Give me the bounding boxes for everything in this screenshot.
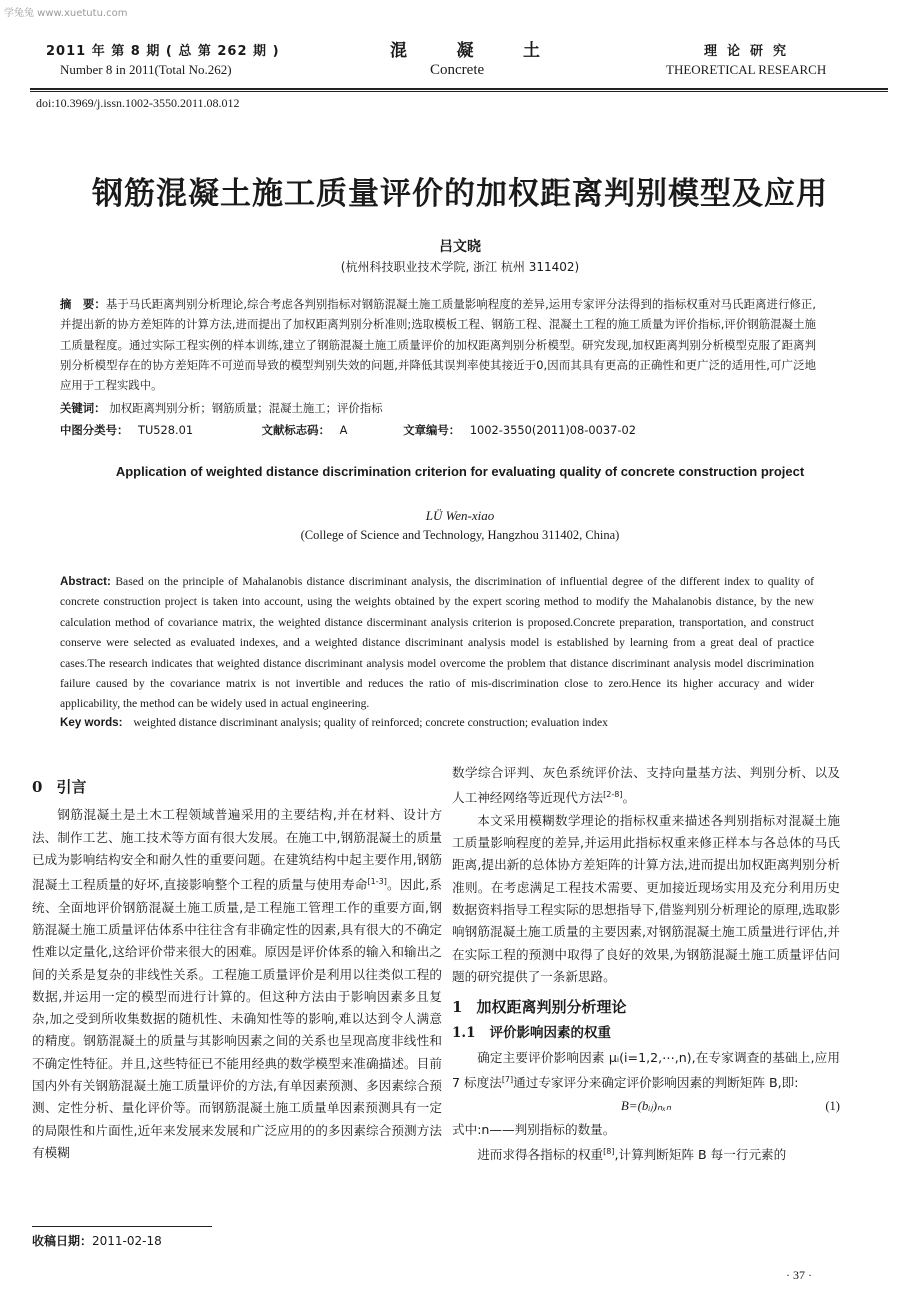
abstract-en [60,572,814,715]
paragraph-text: 进而求得各指标的权重 [477,1147,604,1163]
paragraph [452,762,840,810]
article-no-label: 文章编号： [403,423,461,437]
watermark: 学兔兔 www.xuetutu.com [4,8,128,19]
section-number: 1 [452,998,463,1017]
journal-cn-char: 混 [390,41,407,61]
received-label: 收稿日期： [32,1234,93,1248]
journal-cn-char: 土 [523,41,540,61]
affiliation-cn: (杭州科技职业技术学院, 浙江 杭州 311402) [340,260,580,274]
paragraph-text: 。因此,系统、全面地评价钢筋混凝土施工质量,是工程施工管理工作的重要方面,钢筋混凝土施工质量评估体系中往往含有非确定性的因素,具有很大的不确定性难以定量化,这给评价带来很大的困难。原因是评价体系的输入和输出之间的关系是复杂的非线性关系。工程施工质量评价是利用以往类似工程的数据,并运用一定的模型而进行计算的。但这种方法由于影响因素多且复杂,加之受到所收集数据的随机性、未确知性等的影响,难以达到令人满意的精度。钢筋混凝土的质量与其影响因素之间的关系也呈现高度非线性和不确定性特征。并且,这些特征已不能用经典的数学模型来准确描述。目前国内外有关钢筋混凝土施工质量评价的方法,有单因素预测、多因素综合预测、定性分析、量化评价等。而钢筋混凝土施工质量单因素预测具有一定的局限性和片面性,近年来发展来发展和广泛应用的的多因素综合预测方法有模糊 [32,877,442,1160]
section-number: 0 [32,778,43,796]
paragraph [452,1047,840,1095]
journal-en: Concrete [430,62,485,78]
affiliation-en: (College of Science and Technology, Hangzhou 311402, China) [300,528,620,542]
citation: [2-8] [603,790,623,800]
footnote-rule [32,1226,212,1227]
subsection-number: 1.1 [452,1025,476,1042]
paragraph-text: ,计算判断矩阵 B 每一行元素的 [614,1147,787,1163]
doi: doi:10.3969/j.issn.1002-3550.2011.08.012 [36,96,240,110]
author-cn: 吕文晓 [439,239,481,255]
journal-cn [390,36,540,61]
section-title: 引言 [56,778,87,796]
section-0-heading [32,776,442,798]
paragraph-text: 确定主要评价影响因素 μᵢ(i=1,2,⋯,n),在专家调查的基础上,应用 7 标度法 [452,1049,840,1091]
header-rule-thin [30,91,888,92]
keywords-en-text: weighted distance discriminant analysis; quality of reinforced; concrete construction; evaluation index [133,716,608,729]
keywords-en-label: Key words: [60,716,123,729]
keywords-cn-label: 关键词： [60,401,106,415]
clc-value: TU528.01 [137,423,194,437]
paragraph-text: 钢筋混凝土是土木工程领域普遍采用的主要结构,并在材料、设计方法、制作工艺、施工技术等方面有很大发展。在施工中,钢筋混凝土的质量已成为影响结构安全和耐久性的重要问题。在建筑结构中起主要作用,钢筋混凝土工程质量的好坏,直接影响整个工程的质量与使用寿命 [32,807,442,893]
article-no-value: 1002-3550(2011)08-0037-02 [469,423,636,437]
paragraph-text: 数学综合评判、灰色系统评价法、支持向量基方法、判别分析、以及人工神经网络等近现代方法 [452,765,840,806]
issue-en: Number 8 in 2011(Total No.262) [60,62,232,77]
equation-body: B=(bᵢⱼ)ₙₓₙ [620,1097,672,1113]
equation-number: (1) [825,1098,840,1113]
author-en: LÜ Wen-xiao [425,508,495,523]
paragraph [32,804,442,1164]
subsection-title: 评价影响因素的权重 [489,1025,611,1042]
keywords-en [60,716,608,729]
issue-cn: 2011 年 第 8 期 ( 总 第 262 期 ) [46,44,280,59]
paragraph-text: 。 [622,790,636,806]
section-en: THEORETICAL RESEARCH [666,62,827,77]
citation: [1-3] [367,877,387,887]
equation-1 [452,1095,840,1119]
body-left-column [32,776,442,1164]
citation: [8] [603,1146,615,1156]
journal-cn-char: 凝 [456,41,474,61]
keywords-cn [60,400,383,416]
keywords-cn-text: 加权距离判别分析；钢筋质量；混凝土施工；评价指标 [109,401,383,415]
doc-code-value: A [339,423,348,437]
abstract-en-label: Abstract: [60,575,111,588]
abstract-cn-text: 基于马氏距离判别分析理论,综合考虑各判别指标对钢筋混凝土施工质量影响程度的差异,运用专家评分法得到的指标权重对马氏距离进行修正,并提出新的协方差矩阵的计算方法,进而提出了加权距离判别分析准则;选取模板工程、钢筋工程、混凝土工程的施工质量为评价指标,评价钢筋混凝土施工质量程度。通过实际工程实例的样本训练,建立了钢筋混凝土施工质量评价的加权距离判别分析模型。研究发现,加权距离判别分析模型克服了距离判别分析模型存在的协方差矩阵不可逆而导致的模型判别失效的问题,并降低其误判率使其接近于0,因而其具有更高的正确性和更广泛的适用性,可广泛地应用于工程实践中。 [60,297,816,393]
section-1-heading [452,996,840,1018]
paragraph: 式中:n——判别指标的数量。 [452,1121,616,1137]
section-title: 加权距离判别分析理论 [476,998,627,1017]
received-date [32,1232,162,1249]
clc-label: 中图分类号： [60,423,129,437]
abstract-cn-label: 摘 要： [60,297,106,311]
abstract-cn [60,294,816,395]
body-right-column [452,762,840,1166]
section-cn: 理论研究 [704,44,797,59]
paragraph: 本文采用模糊数学理论的指标权重来描述各判别指标对混凝土施工质量影响程度的差异,并运用此指标权重来修正样本与各总体的马氏距离,提出新的总体协方差矩阵的计算方法,进而提出加权距离判别分析准则。在考虑满足工程技术需要、更加接近现场实用及充分利用历史数据资料指导工程实际的思想指导下,借鉴判别分析理论的原理,选取影响钢筋混凝土施工质量的主要因素,对钢筋混凝土施工质量进行评估,并在实际工程的预测中取得了良好的效果,为钢筋混凝土施工质量评估问题的研究提供了一条新思路。 [452,812,840,984]
title-en: Application of weighted distance discrimination criterion for evaluating quality of concrete construction project [115,464,805,479]
citation: [7] [501,1075,514,1085]
paragraph [452,1141,840,1166]
received-value: 2011-02-18 [92,1234,162,1248]
subsection-1-1-heading [452,1022,840,1044]
page-title: 钢筋混凝土施工质量评价的加权距离判别模型及应用 [92,176,828,212]
doc-code-label: 文献标志码： [261,423,330,437]
abstract-en-text: Based on the principle of Mahalanobis distance discriminant analysis, the discrimination of influential degree of the different index to quality of concrete construction project is taken into account, using the weights obtained by the expert scoring method to modify the Mahalanobis distance, by the new calculation method of covariance matrix, the weighted distance discerminant analysis criterion is proposed.Concrete preparation, transportation, and construct conserve were selected as evaluated indexes, and a weighted distance discriminant analysis model is established by learning from a great deal of practice cases.The research indicates that weighted distance discriminant analysis model overcome the problem that distance discriminant analysis model discrimination failure caused by the covariance matrix is not invertible and reduces the ratio of mis-discrimination close to zero.Hence its higher accuracy and wider applicability, the method can be widely used in actual engineering. [60,575,815,711]
classification-cn [60,422,636,438]
page-number: · 37 · [786,1268,812,1282]
header-rule [30,88,888,90]
paragraph-text: 通过专家评分来确定评价影响因素的判断矩阵 B,即: [513,1075,799,1091]
